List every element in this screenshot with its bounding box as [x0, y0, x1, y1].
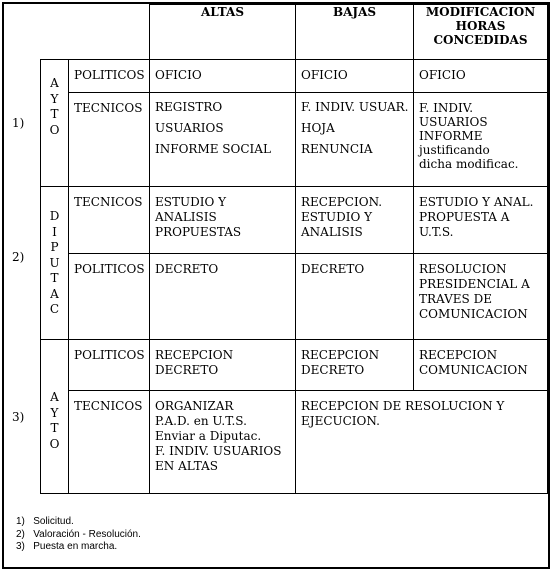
vertical-letter: Y — [50, 91, 59, 106]
role-label: TECNICOS — [74, 195, 143, 209]
vertical-label-diputac — [41, 187, 69, 340]
vertical-letter: P — [50, 240, 59, 254]
table-row — [41, 187, 548, 254]
table-row — [41, 60, 548, 93]
bajas-modificacion-text: RECEPCION DE RESOLUCION Y EJECUCION. — [301, 399, 505, 428]
row-number-2: 2) — [12, 250, 25, 264]
altas-text: ORGANIZAR P.A.D. en U.T.S. Enviar a Diputac. F. INDIV. USUARIOS EN ALTAS — [155, 399, 282, 473]
altas-text: RECEPCION DECRETO — [155, 348, 234, 377]
header-row — [41, 5, 548, 60]
modificacion-text: ESTUDIO Y ANAL. PROPUESTA A U.T.S. — [419, 195, 534, 239]
bajas-cell — [296, 93, 414, 187]
vertical-label-letters — [41, 340, 68, 452]
footnote: 3) Puesta en marcha. — [16, 541, 118, 552]
role-label: TECNICOS — [74, 101, 143, 115]
modificacion-text: RECEPCION COMUNICACION — [419, 348, 528, 377]
role-cell — [69, 391, 150, 494]
bajas-modificacion-cell — [296, 391, 548, 494]
modificacion-cell — [414, 187, 548, 254]
modificacion-cell — [414, 254, 548, 340]
footnote: 2) Valoración - Resolución. — [16, 528, 141, 540]
vertical-letter: I — [52, 224, 57, 239]
vertical-letter: A — [50, 390, 59, 404]
table-row — [41, 391, 548, 494]
bajas-cell — [296, 60, 414, 93]
modificacion-cell — [414, 93, 548, 187]
table-row — [41, 340, 548, 391]
modificacion-text: OFICIO — [419, 68, 466, 82]
bajas-cell — [296, 340, 414, 391]
modificacion-text: F. INDIV. USUARIOS INFORME justificando dicha modificac. — [419, 101, 519, 171]
role-label: POLITICOS — [74, 68, 145, 82]
table-row — [41, 93, 548, 187]
procedure-table — [40, 4, 548, 494]
bajas-text: DECRETO — [301, 262, 365, 276]
vertical-letter: T — [50, 421, 59, 435]
bajas-text: OFICIO — [301, 68, 348, 82]
table-row — [41, 254, 548, 340]
row-number-1: 1) — [12, 116, 25, 130]
vertical-letter: D — [49, 209, 60, 223]
altas-cell — [150, 340, 296, 391]
role-label: POLITICOS — [74, 262, 145, 276]
modificacion-text: RESOLUCION PRESIDENCIAL A TRAVES DE COMUNICACION — [419, 262, 530, 321]
altas-text: DECRETO — [155, 262, 219, 276]
modificacion-cell — [414, 340, 548, 391]
bajas-cell — [296, 187, 414, 254]
header-blank — [41, 5, 150, 60]
vertical-label-letters — [41, 187, 68, 318]
altas-cell — [150, 93, 296, 187]
role-cell — [69, 93, 150, 187]
role-cell — [69, 187, 150, 254]
bajas-text: RECEPCION DECRETO — [301, 348, 380, 377]
role-cell — [69, 60, 150, 93]
vertical-letter: A — [50, 286, 59, 301]
vertical-letter: Y — [50, 405, 59, 420]
role-label: POLITICOS — [74, 348, 145, 362]
altas-cell — [150, 254, 296, 340]
altas-cell — [150, 391, 296, 494]
footnote: 1) Solicitud. — [16, 516, 74, 527]
vertical-label-ayto-1 — [41, 60, 69, 187]
vertical-letter: O — [49, 436, 60, 451]
role-cell — [69, 340, 150, 391]
footnotes — [16, 516, 141, 554]
role-label: TECNICOS — [74, 399, 143, 413]
header-modificacion-line2: HORAS CONCEDIDAS — [433, 19, 528, 47]
altas-text: OFICIO — [155, 68, 202, 82]
vertical-label-letters — [41, 60, 68, 138]
role-cell — [69, 254, 150, 340]
header-bajas: BAJAS — [296, 5, 414, 60]
vertical-letter: T — [50, 107, 59, 121]
row-number-3: 3) — [12, 410, 25, 424]
vertical-label-ayto-3 — [41, 340, 69, 494]
vertical-letter: A — [50, 76, 59, 90]
header-modificacion — [414, 5, 548, 60]
bajas-text: RECEPCION. ESTUDIO Y ANALISIS — [301, 195, 383, 239]
altas-cell — [150, 187, 296, 254]
altas-text: ESTUDIO Y ANALISIS PROPUESTAS — [155, 195, 242, 239]
altas-text: REGISTRO USUARIOS INFORME SOCIAL — [155, 100, 271, 156]
vertical-letter: U — [49, 255, 60, 270]
vertical-letter: C — [49, 302, 60, 316]
bajas-cell — [296, 254, 414, 340]
header-modificacion-line1: MODIFICACION — [425, 5, 536, 19]
header-altas: ALTAS — [150, 5, 296, 60]
altas-cell — [150, 60, 296, 93]
bajas-text: F. INDIV. USUAR. HOJA RENUNCIA — [301, 100, 409, 156]
modificacion-cell — [414, 60, 548, 93]
vertical-letter: O — [49, 122, 60, 137]
vertical-letter: T — [50, 271, 59, 285]
